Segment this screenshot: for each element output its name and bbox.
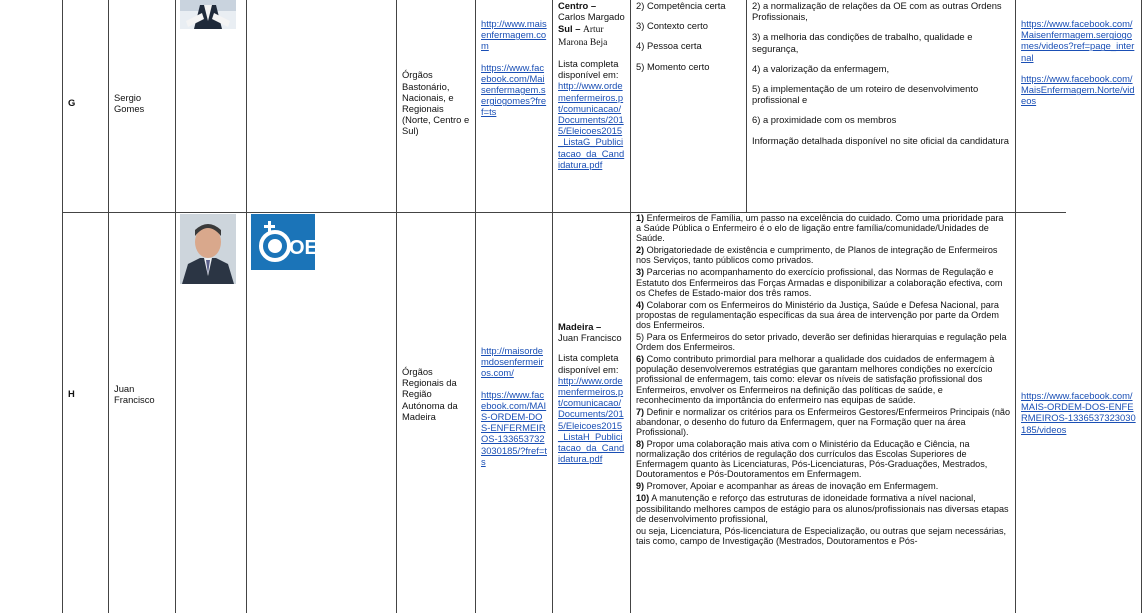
value-item: 5) Momento certo bbox=[636, 61, 741, 72]
cell-regions bbox=[552, 0, 630, 213]
region-label: Madeira – bbox=[558, 321, 601, 332]
cell-bodies bbox=[396, 0, 475, 213]
priority-item: 6) Como contributo primordial para melhorar a qualidade dos cuidados de enfermagem à população desenvolveremos estratégias que garantam melhores condições no exercício profissional de enfermagem, tais como: elevar os níveis de satisfação profissional dos Enfermeiros, envolver os Enfermeiros na definição das políticas de saúde, e reconhecimento da importância do enfermeiro nas equipas de saúde. bbox=[636, 354, 1010, 404]
cell-values bbox=[630, 0, 746, 213]
cell-links bbox=[475, 0, 552, 213]
goal-item: 2) a normalização de relações da OE com as outras Ordens Profissionais, bbox=[752, 0, 1010, 22]
cell-logo bbox=[246, 0, 396, 213]
cell-photo bbox=[175, 213, 246, 613]
priority-item: 3) Parcerias no acompanhamento do exercício profissional, das Normas de Regulação e Estatuto dos Enfermeiros das Forças Armadas e disponibilizar a colaboração efectiva, com os Chefes de Estado-maior dos três ramos. bbox=[636, 267, 1010, 297]
region-centro-name: Carlos Margado bbox=[558, 11, 625, 22]
candidate-letter: H bbox=[68, 388, 75, 399]
region-sul-name: Artur Marona Beja bbox=[558, 25, 607, 48]
candidate-photo bbox=[180, 214, 236, 284]
goal-item: Informação detalhada disponível no site oficial da candidatura bbox=[752, 135, 1010, 146]
candidate-list-link[interactable]: http://www.ordemenfermeiros.pt/comunicacao/Documents/2015/Eleicoes2015_ListaG_Publicitacao_da_Candidatura.pdf bbox=[558, 80, 624, 169]
cell-priorities bbox=[630, 213, 1015, 613]
priority-item: 4) Colaborar com os Enfermeiros do Ministério da Justiça, Saúde e Defesa Nacional, para propostas de regulamentação específicas da sua área de intervenção por parte da Ordem dos Enfermeiros. bbox=[636, 300, 1010, 330]
list-intro: Lista completa disponível em: bbox=[558, 58, 625, 80]
candidate-name: Juan Francisco bbox=[114, 383, 170, 405]
region-name: Juan Francisco bbox=[558, 332, 625, 343]
priority-item: 2) Obrigatoriedade de existência e cumprimento, de Planos de integração de Enfermeiros nos Serviços, tanto públicos como privados. bbox=[636, 245, 1010, 265]
cell-bodies bbox=[396, 213, 475, 613]
goal-item: 4) a valorização da enfermagem, bbox=[752, 63, 1010, 74]
priority-item: ou seja, Licenciatura, Pós-licenciatura de Especialização, ou outras que sejam necessárias, tais como, campo de Investigação (Mestrados, Doutoramentos e Pós- bbox=[636, 526, 1010, 546]
priority-item: 9) Promover, Apoiar e acompanhar as áreas de inovação em Enfermagem. bbox=[636, 481, 1010, 491]
oe-logo-icon bbox=[251, 214, 315, 270]
priority-item: 1) Enfermeiros de Família, um passo na excelência do cuidado. Como uma prioridade para a Saúde Pública o Enfermeiro é o elo de ligação entre família/comunidade/Unidades de Saúde. bbox=[636, 213, 1010, 243]
candidate-letter: G bbox=[68, 97, 75, 108]
cell-letter bbox=[62, 213, 108, 613]
goal-item: 3) a melhoria das condições de trabalho, qualidade e segurança, bbox=[752, 31, 1010, 53]
cell-name bbox=[108, 213, 175, 613]
cell-links bbox=[475, 213, 552, 613]
website-link[interactable]: http://www.maisenfermagem.com bbox=[481, 18, 547, 51]
video-link[interactable]: https://www.facebook.com/Maisenfermagem.sergiogomes/videos?ref=page_internal bbox=[1021, 18, 1134, 63]
value-item: 2) Competência certa bbox=[636, 0, 741, 11]
region-sul-label: Sul – bbox=[558, 23, 580, 34]
priority-item: 7) Definir e normalizar os critérios para os Enfermeiros Gestores/Enfermeiros Principais (não abandonar, o desenho do futuro da Enfermagem, quer na Formação quer na área Profissional). bbox=[636, 407, 1010, 437]
priority-item: 5) Para os Enfermeiros do setor privado, deverão ser definidas hierarquias e regulação pela Ordem dos Enfermeiros. bbox=[636, 332, 1010, 352]
goal-item: 6) a proximidade com os membros bbox=[752, 114, 1010, 125]
region-centro-label: Centro – bbox=[558, 0, 596, 11]
value-item: 3) Contexto certo bbox=[636, 20, 741, 31]
cell-letter bbox=[62, 0, 108, 213]
cell-name bbox=[108, 0, 175, 213]
candidate-name: Sergio Gomes bbox=[114, 92, 170, 114]
candidates-table bbox=[62, 0, 1066, 594]
facebook-link[interactable]: https://www.facebook.com/Maisenfermagem.sergiogomes?fref=ts bbox=[481, 62, 546, 118]
cell-goals bbox=[746, 0, 1015, 213]
electoral-bodies: Órgãos Regionais da Região Autónoma da Madeira bbox=[402, 366, 470, 422]
facebook-link[interactable]: https://www.facebook.com/MAIS-ORDEM-DOS-ENFERMEIROS-1336537323030185/?fref=ts bbox=[481, 389, 547, 467]
cell-videos bbox=[1015, 213, 1142, 613]
priority-item: 8) Propor uma colaboração mais ativa com o Ministério da Educação e Ciência, na normalização dos critérios de regulação dos currículos das Escolas Superiores de Enfermagem quanto às Licenciaturas, Pós-Licenciaturas, Pós-Graduações, Mestrados, Doutoramentos e Pós-Doutoramentos em Enfermagem. bbox=[636, 439, 1010, 479]
goal-item: 5) a implementação de um roteiro de desenvolvimento profissional e bbox=[752, 83, 1010, 105]
electoral-bodies: Órgãos Bastonário, Nacionais, e Regionais (Norte, Centro e Sul) bbox=[402, 69, 470, 136]
candidate-photo bbox=[180, 0, 236, 29]
cell-priorities bbox=[552, 213, 563, 613]
cell-photo bbox=[175, 0, 246, 213]
cell-logo bbox=[246, 213, 396, 613]
table-row bbox=[62, 0, 1066, 213]
oe-logo-text: OE bbox=[289, 237, 318, 259]
cell-regions bbox=[552, 213, 630, 613]
value-item: 4) Pessoa certa bbox=[636, 40, 741, 51]
website-link[interactable]: http://maisordemdosenfermeiros.com/ bbox=[481, 345, 544, 378]
candidate-list-link[interactable]: http://www.ordemenfermeiros.pt/comunicacao/Documents/2015/Eleicoes2015_ListaH_Publicitacao_da_Candidatura.pdf bbox=[558, 375, 624, 464]
cell-videos bbox=[1015, 0, 1142, 213]
priority-item: 10) A manutenção e reforço das estruturas de idoneidade formativa a nível nacional, possibilitando melhores campos de estágio para os alunos/profissionais nas diversas etapas de desenvolvimento profissional, bbox=[636, 493, 1010, 523]
video-link[interactable]: https://www.facebook.com/MaisEnfermagem.Norte/videos bbox=[1021, 73, 1135, 106]
list-intro: Lista completa disponível em: bbox=[558, 352, 625, 374]
video-link[interactable]: https://www.facebook.com/MAIS-ORDEM-DOS-ENFERMEIROS-1336537323030185/videos bbox=[1021, 390, 1136, 435]
table-row bbox=[62, 212, 1066, 613]
